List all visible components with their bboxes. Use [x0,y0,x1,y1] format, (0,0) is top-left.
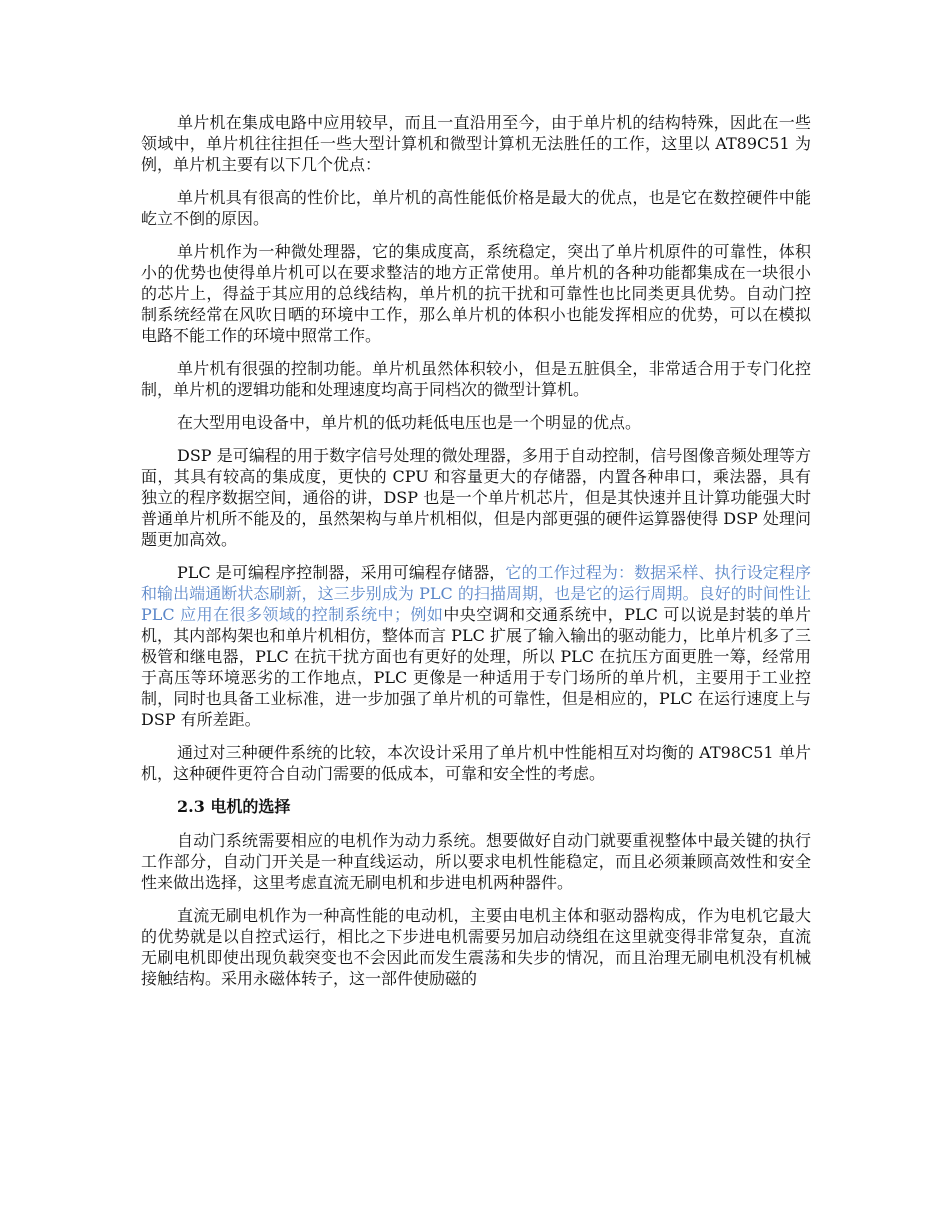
plc-text-start: PLC 是可编程序控制器，采用可编程存储器， [177,563,506,582]
paragraph-intro: 单片机在集成电路中应用较早，而且一直沿用至今，由于单片机的结构特殊，因此在一些领域中，单片机往往担任一些大型计算机和微型计算机无法胜任的工作，这里以 AT89C51 为例，单片机主要有以下几个优点： [141,113,811,174]
document-page [141,112,811,1001]
plc-highlighted-text[interactable]: 它的工作过程为：数据采样、执行设定程序和输出端通断状态刷新，这三步别成为 PLC 的扫描周期，也是它的运行周期。良好的时间性让 PLC 应用在很多领域的控制系统中；例如 [141,563,811,624]
paragraph-control: 单片机有很强的控制功能。单片机虽然体积较小，但是五脏俱全，非常适合用于专门化控制，单片机的逻辑功能和处理速度均高于同档次的微型计算机。 [141,359,811,399]
paragraph-integration: 单片机作为一种微处理器，它的集成度高，系统稳定，突出了单片机原件的可靠性，体积小的优势也使得单片机可以在要求整洁的地方正常使用。单片机的各种功能都集成在一块很小的芯片上，得益于其应用的总线结构，单片机的抗干扰和可靠性也比同类更具优势。自动门控制系统经常在风吹日晒的环境中工作，那么单片机的体积小也能发挥相应的优势，可以在模拟电路不能工作的环境中照常工作。 [141,242,811,345]
section-heading-motor-selection: 2.3 电机的选择 [177,797,291,816]
paragraph-low-power: 在大型用电设备中，单片机的低功耗低电压也是一个明显的优点。 [177,413,642,432]
paragraph-conclusion: 通过对三种硬件系统的比较，本次设计采用了单片机中性能相互对均衡的 AT98C51 单片机，这种硬件更符合自动门需要的低成本，可靠和安全性的考虑。 [141,743,811,783]
paragraph-motor-intro: 自动门系统需要相应的电机作为动力系统。想要做好自动门就要重视整体中最关键的执行工作部分，自动门开关是一种直线运动，所以要求电机性能稳定，而且必须兼顾高效性和安全性来做出选择，这里考虑直流无刷电机和步进电机两种器件。 [141,831,811,892]
plc-text-end: 中央空调和交通系统中，PLC 可以说是封装的单片机，其内部构架也和单片机相仿，整体而言 PLC 扩展了输入输出的驱动能力，比单片机多了三极管和继电器，PLC 在抗干扰方面也有更好的处理，所以 PLC 在抗压方面更胜一筹，经常用于高压等环境恶劣的工作地点，PLC 更像是一种适用于专门场所的单片机，主要用于工业控制，同时也具备工业标准，进一步加强了单片机的可靠性，但是相应的，PLC 在运行速度上与 DSP 有所差距。 [141,605,811,729]
paragraph-plc [141,562,811,730]
paragraph-dsp: DSP 是可编程的用于数字信号处理的微处理器，多用于自动控制，信号图像音频处理等方面，其具有较高的集成度，更快的 CPU 和容量更大的存储器，内置各种串口，乘法器，具有独立的程序数据空间，通俗的讲，DSP 也是一个单片机芯片，但是其快速并且计算功能强大时普通单片机所不能及的，虽然架构与单片机相似，但是内部更强的硬件运算器使得 DSP 处理问题更加高效。 [141,446,811,549]
paragraph-brushless-motor: 直流无刷电机作为一种高性能的电动机，主要由电机主体和驱动器构成，作为电机它最大的优势就是以自控式运行，相比之下步进电机需要另加启动绕组在这里就变得非常复杂，直流无刷电机即使出现负载突变也不会因此而发生震荡和失步的情况，而且治理无刷电机没有机械接触结构。采用永磁体转子，这一部件使励磁的 [141,906,811,988]
paragraph-price-performance: 单片机具有很高的性价比，单片机的高性能低价格是最大的优点，也是它在数控硬件中能屹立不倒的原因。 [141,188,811,228]
